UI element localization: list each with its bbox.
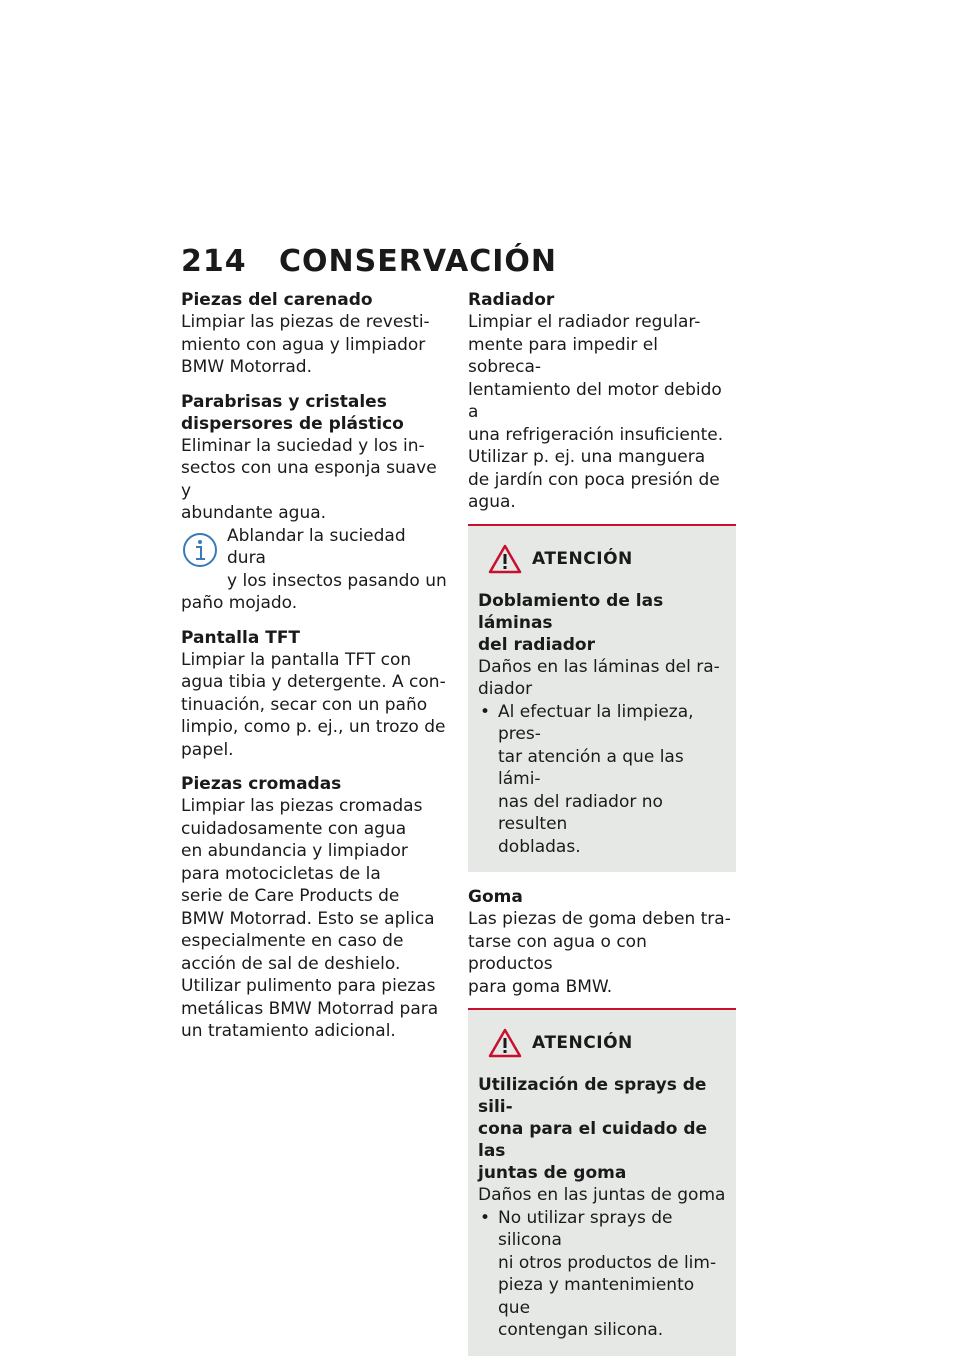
warning-box-silicone	[468, 1008, 736, 1356]
paragraph-line: mente para impedir el sobreca-	[468, 334, 658, 377]
paragraph-line: acción de sal de deshielo.	[181, 953, 401, 974]
section-rubber	[468, 886, 736, 998]
warning-bullet-line: pieza y mantenimiento que	[498, 1275, 695, 1318]
paragraph-line: lentamiento del motor debido a	[468, 379, 722, 422]
warning-title	[478, 544, 726, 574]
section-chrome	[181, 773, 447, 1043]
warning-heading: Utilización de sprays de sili-	[478, 1075, 707, 1117]
paragraph-line: Utilizar pulimento para piezas	[181, 976, 436, 996]
section-tft	[181, 627, 447, 762]
page-title: CONSERVACIÓN	[279, 244, 558, 279]
warning-triangle-icon	[488, 544, 522, 574]
warning-heading: juntas de goma	[478, 1163, 627, 1183]
paragraph-line: Utilizar p. ej. una manguera	[468, 447, 706, 467]
info-note	[181, 525, 447, 615]
warning-bullet-line: tar atención a que las lámi-	[498, 746, 684, 789]
warning-triangle-icon	[488, 1028, 522, 1058]
paragraph-line: metálicas BMW Motorrad para	[181, 998, 439, 1019]
page-header	[181, 244, 557, 279]
warning-label: ATENCIÓN	[532, 1033, 633, 1053]
paragraph-line: especialmente en caso de	[181, 931, 404, 951]
info-line: Ablandar la suciedad dura	[227, 525, 406, 568]
paragraph-line: Limpiar las piezas cromadas	[181, 796, 423, 816]
paragraph-line: limpio, como p. ej., un trozo de	[181, 717, 446, 737]
paragraph-line: para motocicletas de la	[181, 863, 381, 884]
paragraph-line: tarse con agua o con productos	[468, 931, 647, 974]
paragraph-line: abundante agua.	[181, 503, 327, 523]
paragraph-line: Limpiar la pantalla TFT con	[181, 649, 412, 670]
info-icon	[181, 529, 221, 569]
warning-bullet-line: ni otros productos de lim-	[498, 1252, 717, 1273]
warning-title	[478, 1028, 726, 1058]
paragraph-line: Eliminar la suciedad y los in-	[181, 435, 425, 456]
warning-text: Daños en las juntas de goma	[478, 1185, 726, 1205]
paragraph-line: BMW Motorrad.	[181, 357, 312, 377]
warning-label: ATENCIÓN	[532, 548, 633, 569]
page-number: 214	[181, 244, 247, 279]
paragraph-line: Limpiar el radiador regular-	[468, 312, 701, 332]
warning-bullet-line: dobladas.	[498, 836, 581, 857]
paragraph-line: tinuación, secar con un paño	[181, 694, 428, 715]
left-column	[181, 289, 447, 1055]
section-heading: Pantalla TFT	[181, 627, 301, 648]
warning-box-radiator	[468, 524, 736, 873]
paragraph-line: Las piezas de goma deben tra-	[468, 909, 731, 929]
section-heading: Piezas cromadas	[181, 774, 342, 794]
info-line: paño mojado.	[181, 593, 298, 613]
section-heading: Piezas del carenado	[181, 290, 373, 310]
warning-heading: Doblamiento de las láminas	[478, 590, 664, 633]
paragraph-line: en abundancia y limpiador	[181, 841, 408, 861]
paragraph-line: agua tibia y detergente. A con-	[181, 672, 446, 692]
paragraph-line: de jardín con poca presión de	[468, 469, 720, 490]
paragraph-line: agua.	[468, 492, 516, 512]
warning-heading: del radiador	[478, 634, 595, 655]
section-heading: Parabrisas y cristales	[181, 391, 387, 412]
warning-bullet: • No utilizar sprays de silicona	[478, 1207, 726, 1252]
section-heading: dispersores de plástico	[181, 413, 404, 434]
paragraph-line: papel.	[181, 739, 234, 760]
paragraph-line: un tratamiento adicional.	[181, 1021, 396, 1041]
warning-bullet: • Al efectuar la limpieza, pres-	[478, 701, 726, 746]
section-heading: Radiador	[468, 290, 555, 310]
paragraph-line: Limpiar las piezas de revesti-	[181, 312, 430, 332]
info-line: y los insectos pasando un	[227, 570, 447, 591]
paragraph-line: cuidadosamente con agua	[181, 818, 407, 839]
warning-bullet-line: nas del radiador no resulten	[498, 791, 663, 834]
section-windshield	[181, 391, 447, 615]
section-radiator	[468, 289, 736, 514]
paragraph-line: una refrigeración insuficiente.	[468, 424, 724, 445]
warning-text: diador	[478, 679, 533, 699]
paragraph-line: sectos con una esponja suave y	[181, 458, 437, 501]
paragraph-line: para goma BMW.	[468, 976, 613, 997]
paragraph-line: BMW Motorrad. Esto se aplica	[181, 908, 435, 929]
paragraph-line: serie de Care Products de	[181, 886, 400, 906]
section-fairing	[181, 289, 447, 379]
warning-bullet-line: contengan silicona.	[498, 1320, 664, 1340]
section-heading: Goma	[468, 887, 523, 907]
right-column	[468, 289, 736, 1370]
warning-text: Daños en las láminas del ra-	[478, 656, 720, 677]
warning-heading: cona para el cuidado de las	[478, 1119, 708, 1161]
paragraph-line: miento con agua y limpiador	[181, 334, 426, 355]
